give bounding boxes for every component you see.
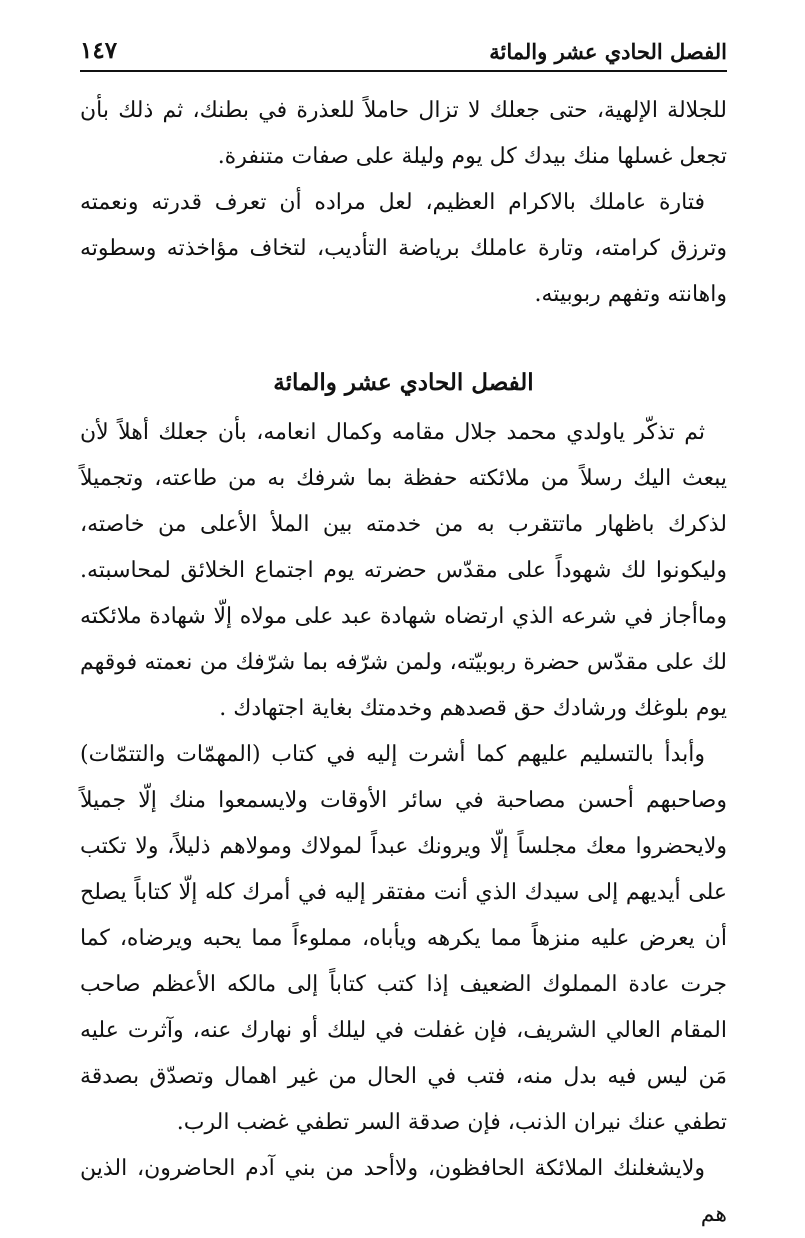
- header-rule: [80, 70, 727, 72]
- running-title: الفصل الحادي عشر والمائة: [489, 39, 727, 64]
- paragraph-1: للجلالة الإلهية، حتى جعلك لا تزال حاملاً للعذرة في بطنك، ثم ذلك بأن تجعل غسلها منك بيدك كل يوم وليلة على صفات متنفرة.: [80, 98, 727, 169]
- chapter-title: الفصل الحادي عشر والمائة: [273, 369, 534, 396]
- paragraph-3: ثم تذكّر ياولدي محمد جلال مقامه وكمال انعامه، بأن جعلك أهلاً لأن يبعث اليك رسلاً من ملائكته حفظة بما شرفك به من طاعته، وتجميلاً لذكرك باظهار ماتتقرب به من خدمته بين الملأ الأعلى من خاصته، وليكونوا لك شهوداً على مقدّس حضرته يوم اجتماع الخلائق لمحاسبته. وماأجاز في شرعه الذي ارتضاه شهادة عبد على مولاه إلّا شهادة ملائكته لك على مقدّس حضرة ربوبيّته، ولمن شرّفه بما شرّفك من نعمته فوقهم يوم بلوغك ورشادك حق قصدهم وخدمتك بغاية اجتهادك .: [80, 420, 727, 721]
- paragraph-4: وأبدأ بالتسليم عليهم كما أشرت إليه في كتاب (المهمّات والتتمّات) وصاحبهم أحسن مصاحبة في سائر الأوقات ولايسمعوا منك إلّا جميلاً ولايحضروا معك مجلساً إلّا ويرونك عبداً لمولاك ومولاهم ذليلاً، ولا تكتب على أيديهم إلى سيدك الذي أنت مفتقر إليه في أمرك كله إلّا كتاباً يصلح أن يعرض عليه منزهاً مما يكرهه ويأباه، مملوءاً مما يحبه ويرضاه، كما جرت عادة المملوك الضعيف إذا كتب كتاباً إلى مالكه الأعظم صاحب المقام العالي الشريف، فإن غفلت في ليلك أو نهارك عنه، وآثرت عليه مَن ليس فيه بدل منه، فتب في الحال من غير اهمال وتصدّق بصدقة تطفي عنك نيران الذنب، فإن صدقة السر تطفي غضب الرب.: [80, 742, 727, 1135]
- paragraph-5: ولايشغلنك الملائكة الحافظون، ولاأحد من بني آدم الحاضرون، الذين هم: [80, 1156, 727, 1227]
- paragraph-2: فتارة عاملك بالاكرام العظيم، لعل مراده أن تعرف قدرته ونعمته وترزق كرامته، وتارة عاملك برياضة التأديب، لتخاف مؤاخذته وسطوته واهانته وتفهم ربوبيته.: [80, 190, 727, 307]
- page-number: ١٤٧: [80, 37, 118, 64]
- running-header: [80, 28, 727, 64]
